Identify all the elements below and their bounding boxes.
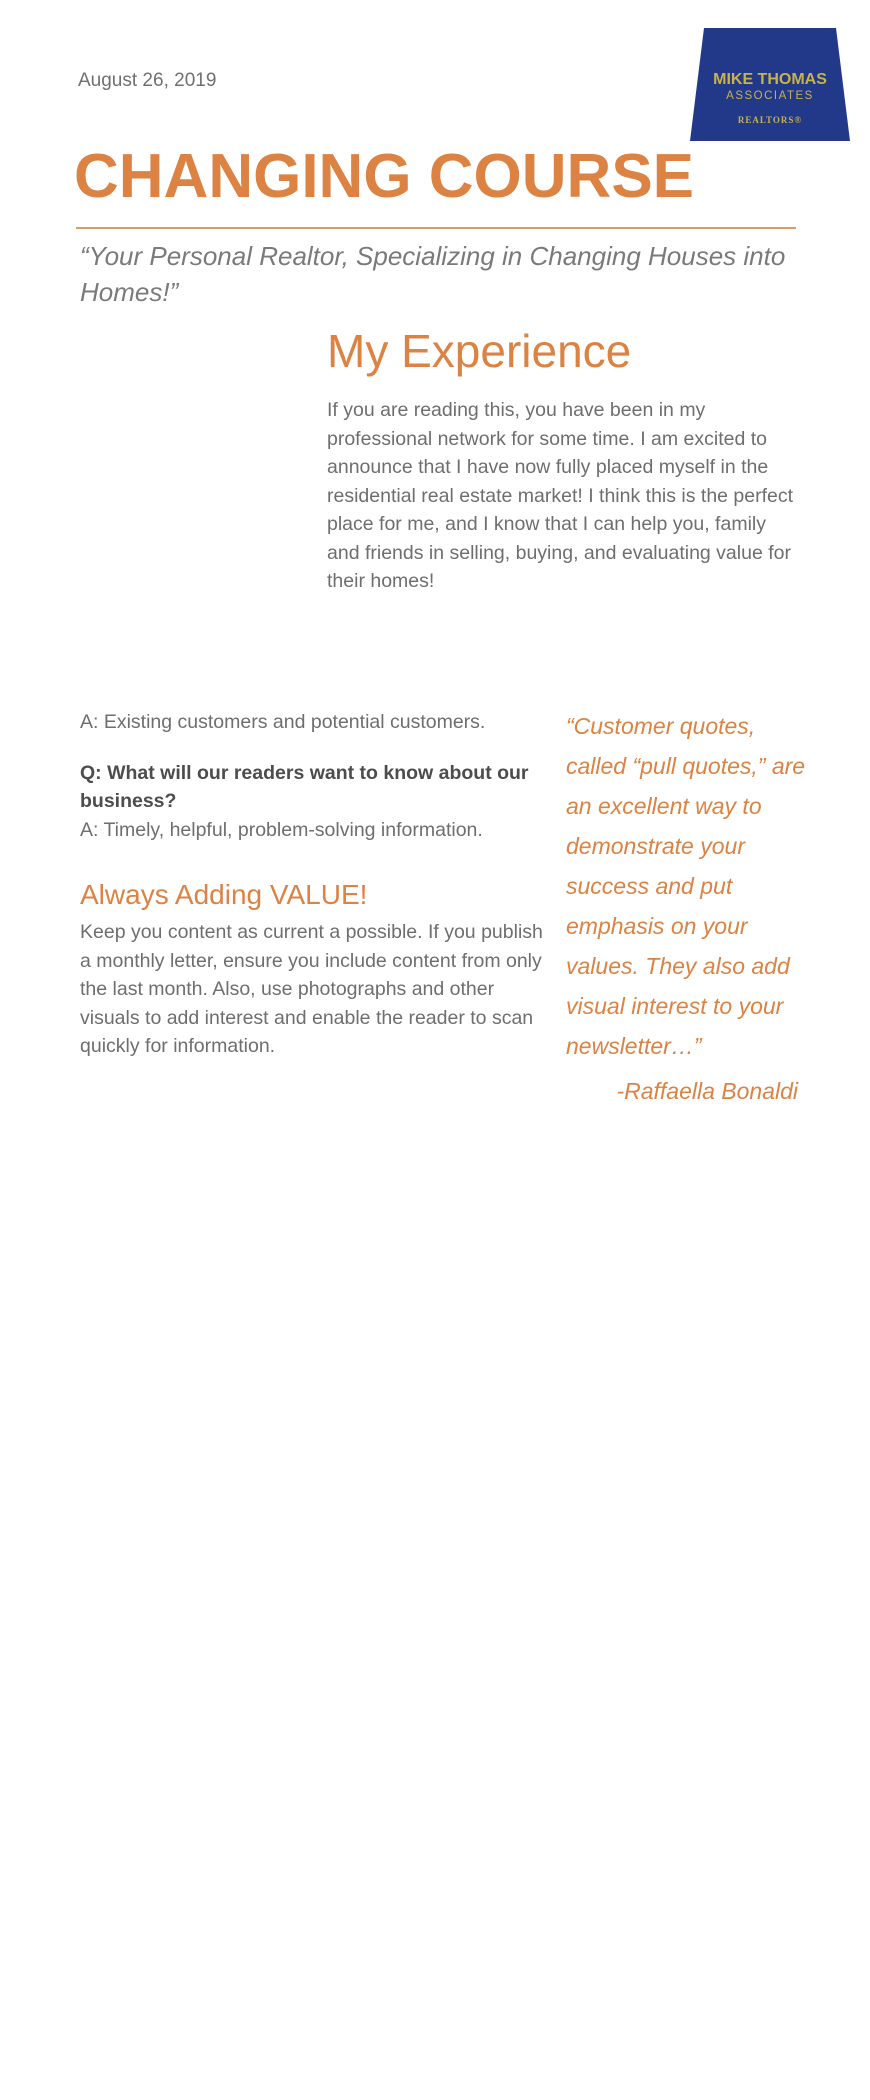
qa-answer-1: A: Existing customers and potential customers. [80, 711, 486, 733]
pull-quote: “Customer quotes, called “pull quotes,” are an excellent way to demonstrate your success and put emphasis on your values. They also add visual interest to your newsletter…” [566, 713, 806, 1059]
newsletter-tagline: “Your Personal Realtor, Specializing in Changing Houses into Homes!” [80, 241, 786, 307]
pull-quote-author: -Raffaella Bonaldi [616, 1078, 798, 1104]
qa-answer-2: A: Timely, helpful, problem-solving information. [80, 818, 483, 841]
newsletter-date: August 26, 2019 [78, 70, 217, 91]
title-divider [76, 227, 796, 229]
experience-heading: My Experience [327, 325, 632, 377]
logo-badge [690, 28, 850, 141]
logo-line3: REALTORS® [737, 115, 803, 125]
value-body: Keep you content as current a possible. If you publish a monthly letter, ensure you include content from only the last month. Also, use photographs and other visuals to add interest and enable the reader to scan quickly for information. [80, 921, 543, 1057]
qa-question-2: Q: What will our readers want to know about our business? [80, 761, 529, 812]
newsletter-title: CHANGING COURSE [74, 142, 695, 211]
experience-body: If you are reading this, you have been in my professional network for some time. I am excited to announce that I have now fully placed myself in the residential real estate market! I think this is the perfect place for me, and I know that I can help you, family and friends in selling, buying, and evaluating value for their homes! [327, 399, 794, 592]
company-logo [690, 28, 850, 141]
qa-column [80, 708, 550, 1061]
logo-line2: ASSOCIATES [726, 90, 814, 102]
logo-line1: MIKE THOMAS [713, 71, 827, 88]
value-heading: Always Adding VALUE! [80, 879, 368, 910]
